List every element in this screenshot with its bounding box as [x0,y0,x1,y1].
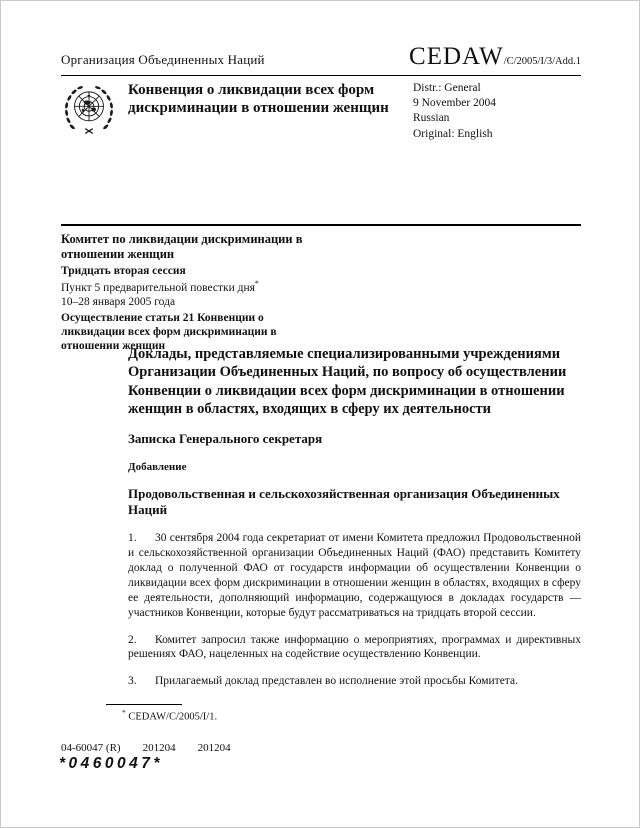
session-dates: 10–28 января 2005 года [61,296,176,309]
original-language-line: Original: English [413,127,493,140]
paragraph-number: 2. [128,633,137,646]
paragraph-number: 3. [128,675,137,688]
paragraph-2 [128,633,581,663]
document-subtitle: Записка Генерального секретаря [128,430,323,446]
header-divider [61,75,581,76]
agenda-item-title: Осуществление статьи 21 Конвенции о ликвидации всех форм дискриминации в отношении женщин [61,312,277,353]
document-body [128,345,581,689]
language-line: Russian [413,112,450,125]
footnote-text [106,708,426,723]
paragraph-1 [128,531,581,621]
masthead [61,81,581,142]
paragraph-text: Комитет запросил также информацию о мероприятиях, программах и директивных решениях ФАО, нацеленных на содействие осуществлению Конвенции. [128,633,581,661]
footnote-reference: CEDAW/C/2005/I/1. [128,711,218,723]
un-org-name: Организация Объединенных Наций [61,52,265,67]
distr-line: Distr.: General [413,82,481,94]
document-symbol-suffix: /C/2005/I/3/Add.1 [503,56,581,67]
committee-name: Комитет по ликвидации дискриминации в отношении женщин [61,232,303,262]
session-title: Тридцать вторая сессия [61,264,186,277]
masthead-divider [61,224,581,226]
date-code-1: 201204 [142,742,176,754]
paragraph-number: 1. [128,531,137,544]
agenda-item-line [61,279,306,295]
date-line: 9 November 2004 [413,97,497,110]
footnote-marker: * [122,708,126,717]
agenda-footnote-marker: * [254,279,259,289]
barcode-text: *0460047* [59,755,163,772]
organization-heading: Продовольственная и сельскохозяйственная организация Объединенных Наций [128,485,560,518]
document-id-line [61,742,231,754]
distribution-block [413,81,581,142]
date-code-2: 201204 [197,742,231,754]
page-header [61,43,581,71]
committee-block [61,232,306,353]
paragraph-text: Прилагаемый доклад представлен во исполнение этой просьбы Комитета. [155,675,518,688]
agenda-item-text: Пункт 5 предварительной повестки дня [61,281,255,294]
document-symbol-main: CEDAW [409,43,504,70]
footnote-separator [106,704,182,705]
document-symbol [409,43,581,71]
addendum-label: Добавление [128,460,187,473]
paragraph-text: 30 сентября 2004 года секретариат от имени Комитета предложил Продовольственной и сельскохозяйственной организации Объединенных Наций (ФАО) представить Комитету доклад о полученной ФАО от государств информации об осуществлении Конвенции о ликвидации всех форм дискриминации в отношении женщин в областях, входящих в сферу ее деятельности, дополняющий информацию, содержащуюся в докладах государств — участников Конвенции, которые будут рассматриваться на тридцать второй сессии. [128,531,581,619]
job-number: 04-60047 (R) [61,742,121,754]
document-title: Доклады, представляемые специализированными учреждениями Организации Объединенных Наций, по вопросу об осуществлении Конвенции о ликвидации всех форм дискриминации в отношении женщин в областях, входящих в сферу их деятельности [128,346,567,418]
convention-title: Конвенция о ликвидации всех форм дискриминации в отношении женщин [128,82,389,117]
footnote-block [106,704,426,723]
paragraph-3 [128,674,581,689]
un-emblem-icon [61,83,117,139]
